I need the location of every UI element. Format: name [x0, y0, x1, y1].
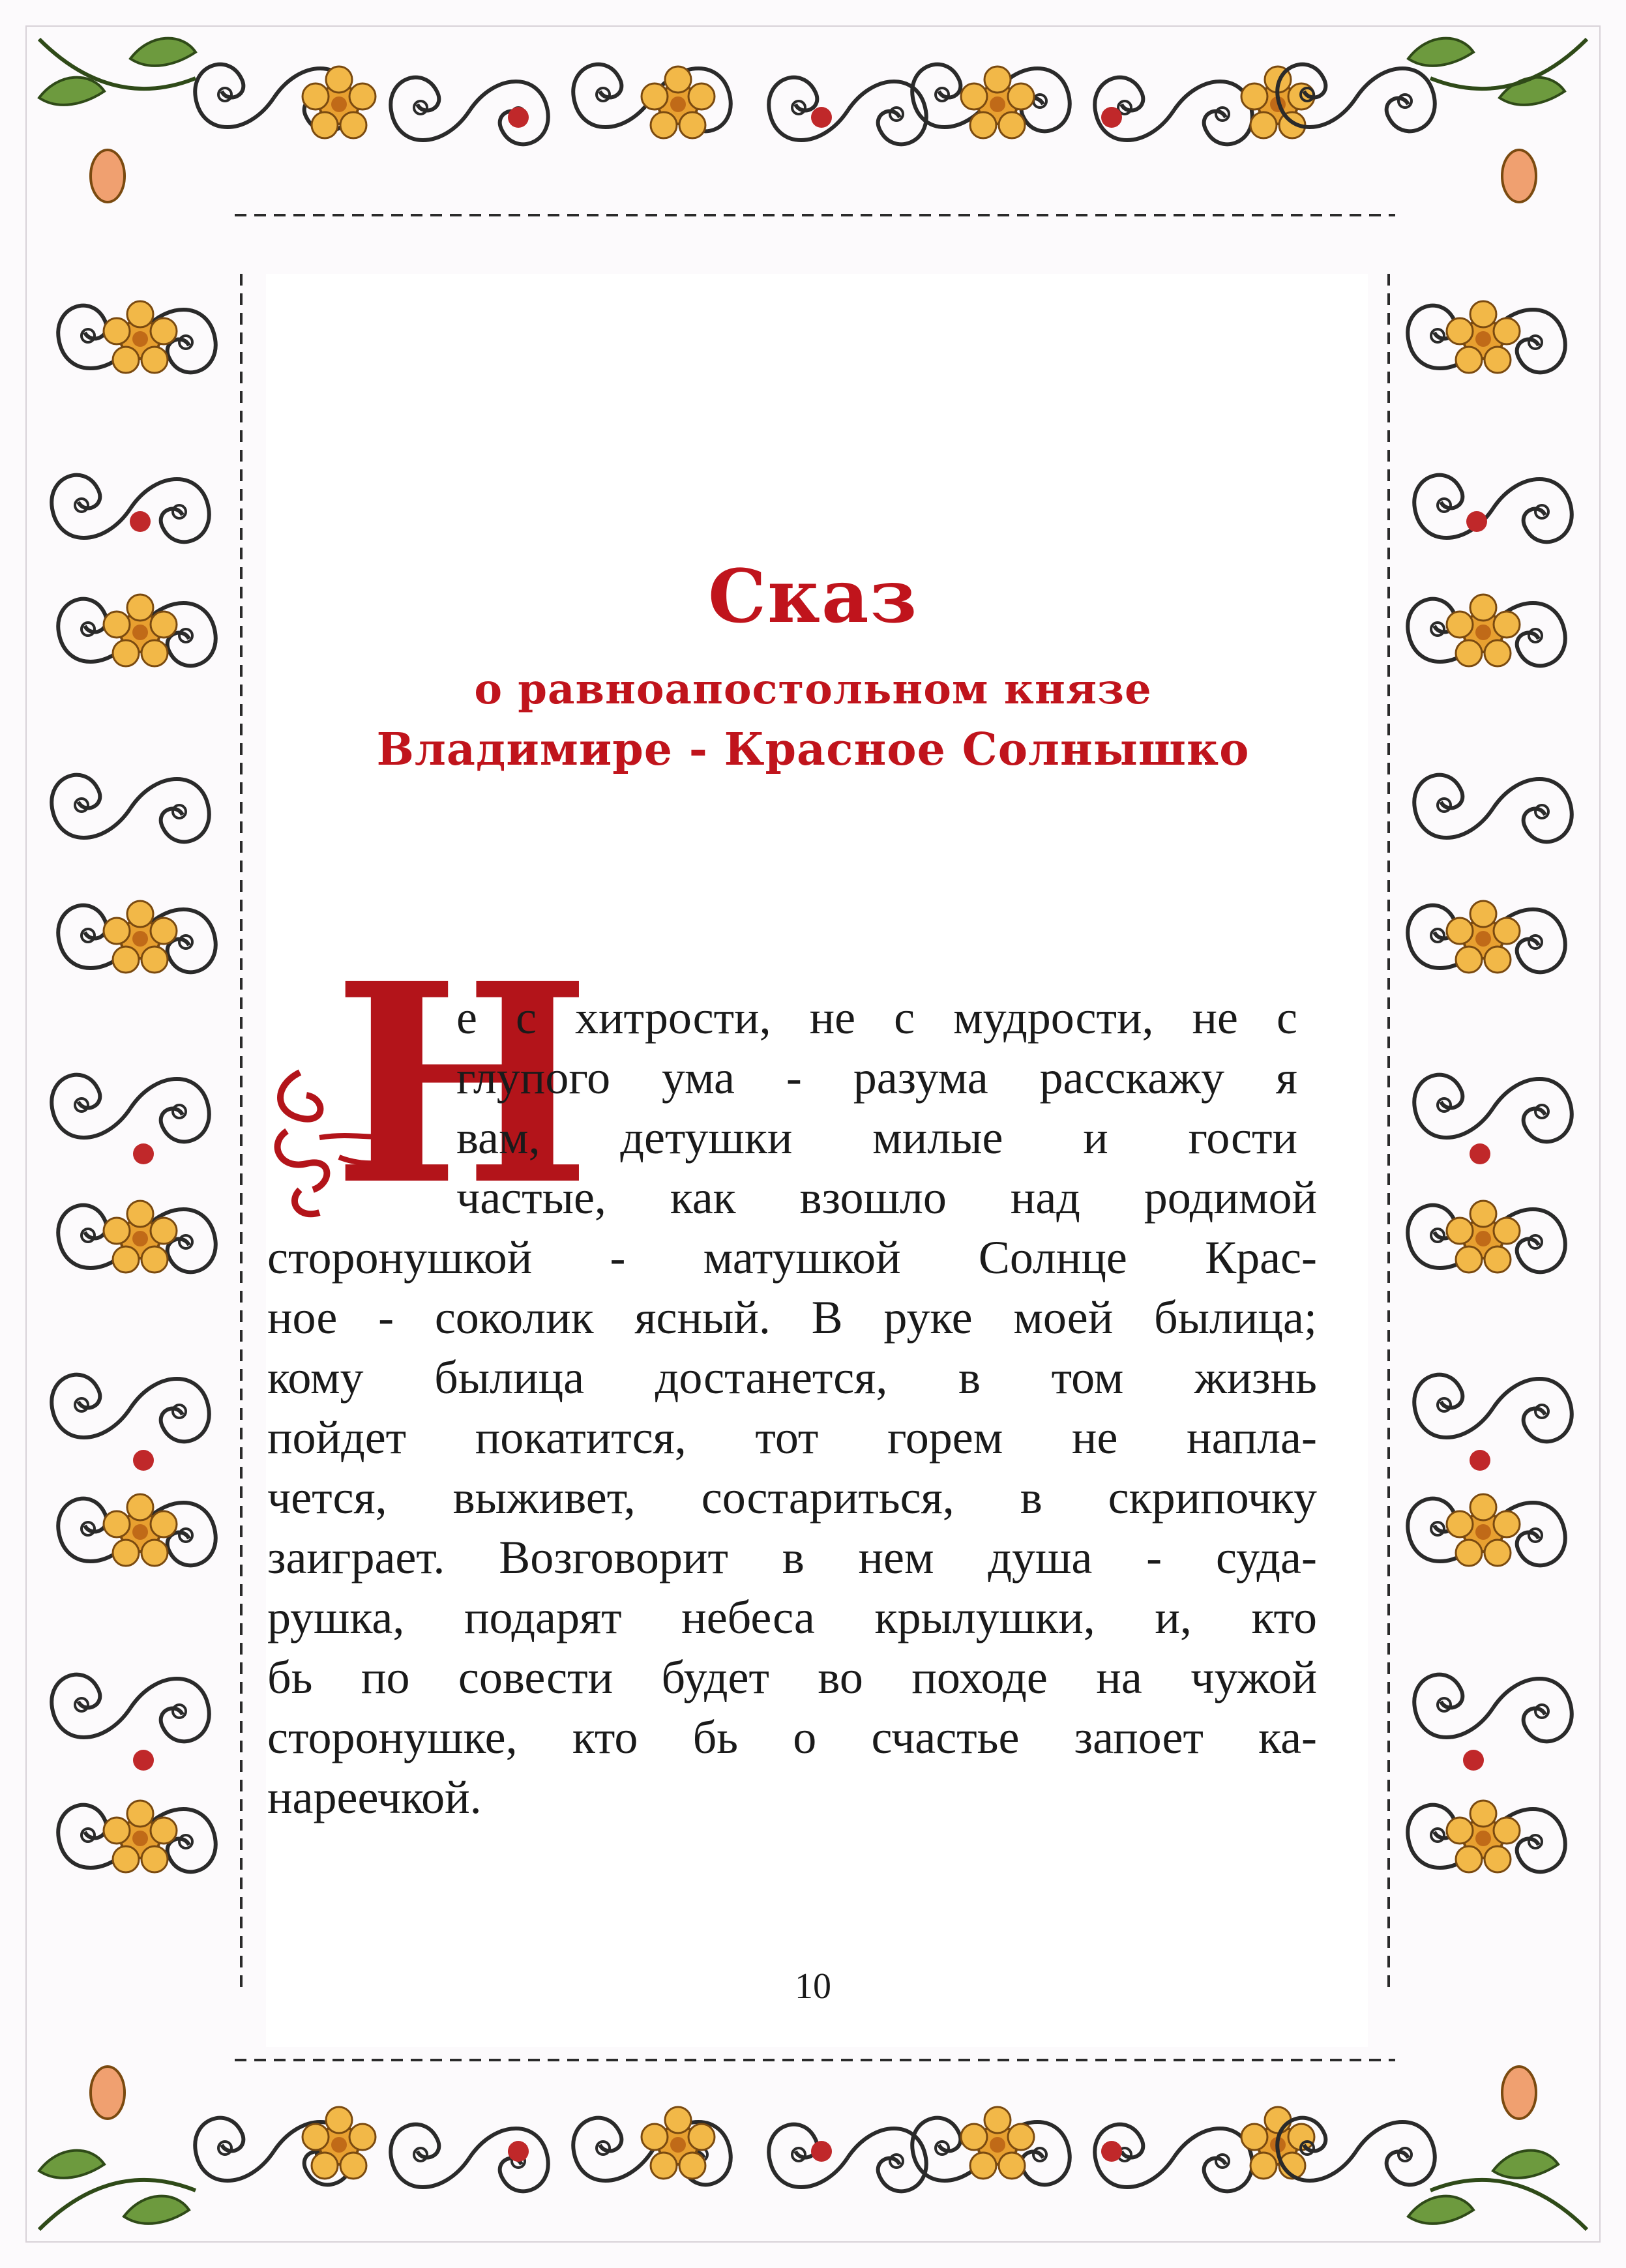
right-border-band — [1389, 274, 1572, 1995]
body-line: ное - соколик ясный. В руке моей былица; — [267, 1291, 1317, 1344]
body-line: заиграет. Возговорит в нем душа - суда- — [267, 1531, 1317, 1583]
title-subtitle-line1: о равноапостольном князе — [474, 665, 1152, 714]
body-line: пойдет покатится, тот горем не напла- — [267, 1411, 1317, 1464]
body-line: сторонушке, кто бь о счастье запоет ка- — [267, 1711, 1317, 1763]
corner-ornament-top-right — [1408, 38, 1587, 202]
body-line: нареечкой. — [267, 1771, 482, 1823]
body-line: чется, выживет, состариться, в скрипочку — [267, 1471, 1317, 1524]
body-line: бь по совести будет во походе на чужой — [267, 1651, 1317, 1703]
title-subtitle-line2: Владимире - Красное Солнышко — [376, 724, 1250, 776]
corner-ornament-top-left — [39, 38, 196, 202]
dropcap-letter: Н — [333, 924, 591, 1246]
corner-ornament-bottom-left — [39, 2067, 196, 2230]
body-line: частые, как взошло над родимой — [456, 1171, 1317, 1224]
page-title: Сказ — [707, 554, 919, 640]
bottom-border-band — [195, 2060, 1435, 2191]
body-line: рушка, подарят небеса крылушки, и, кто — [267, 1591, 1317, 1643]
left-border-band — [52, 274, 241, 1995]
page-number: 10 — [795, 1966, 831, 2007]
body-line: вам, детушки милые и гости — [456, 1112, 1297, 1164]
body-line: глупого ума - разума расскажу я — [456, 1052, 1297, 1104]
dropcap — [261, 924, 591, 1246]
top-border-band — [195, 65, 1435, 215]
body-line: е с хитрости, не с мудрости, не с — [456, 992, 1297, 1044]
body-line: кому былица достанется, в том жизнь — [267, 1351, 1317, 1404]
body-line: сторонушкой - матушкой Солнце Крас- — [267, 1231, 1317, 1284]
